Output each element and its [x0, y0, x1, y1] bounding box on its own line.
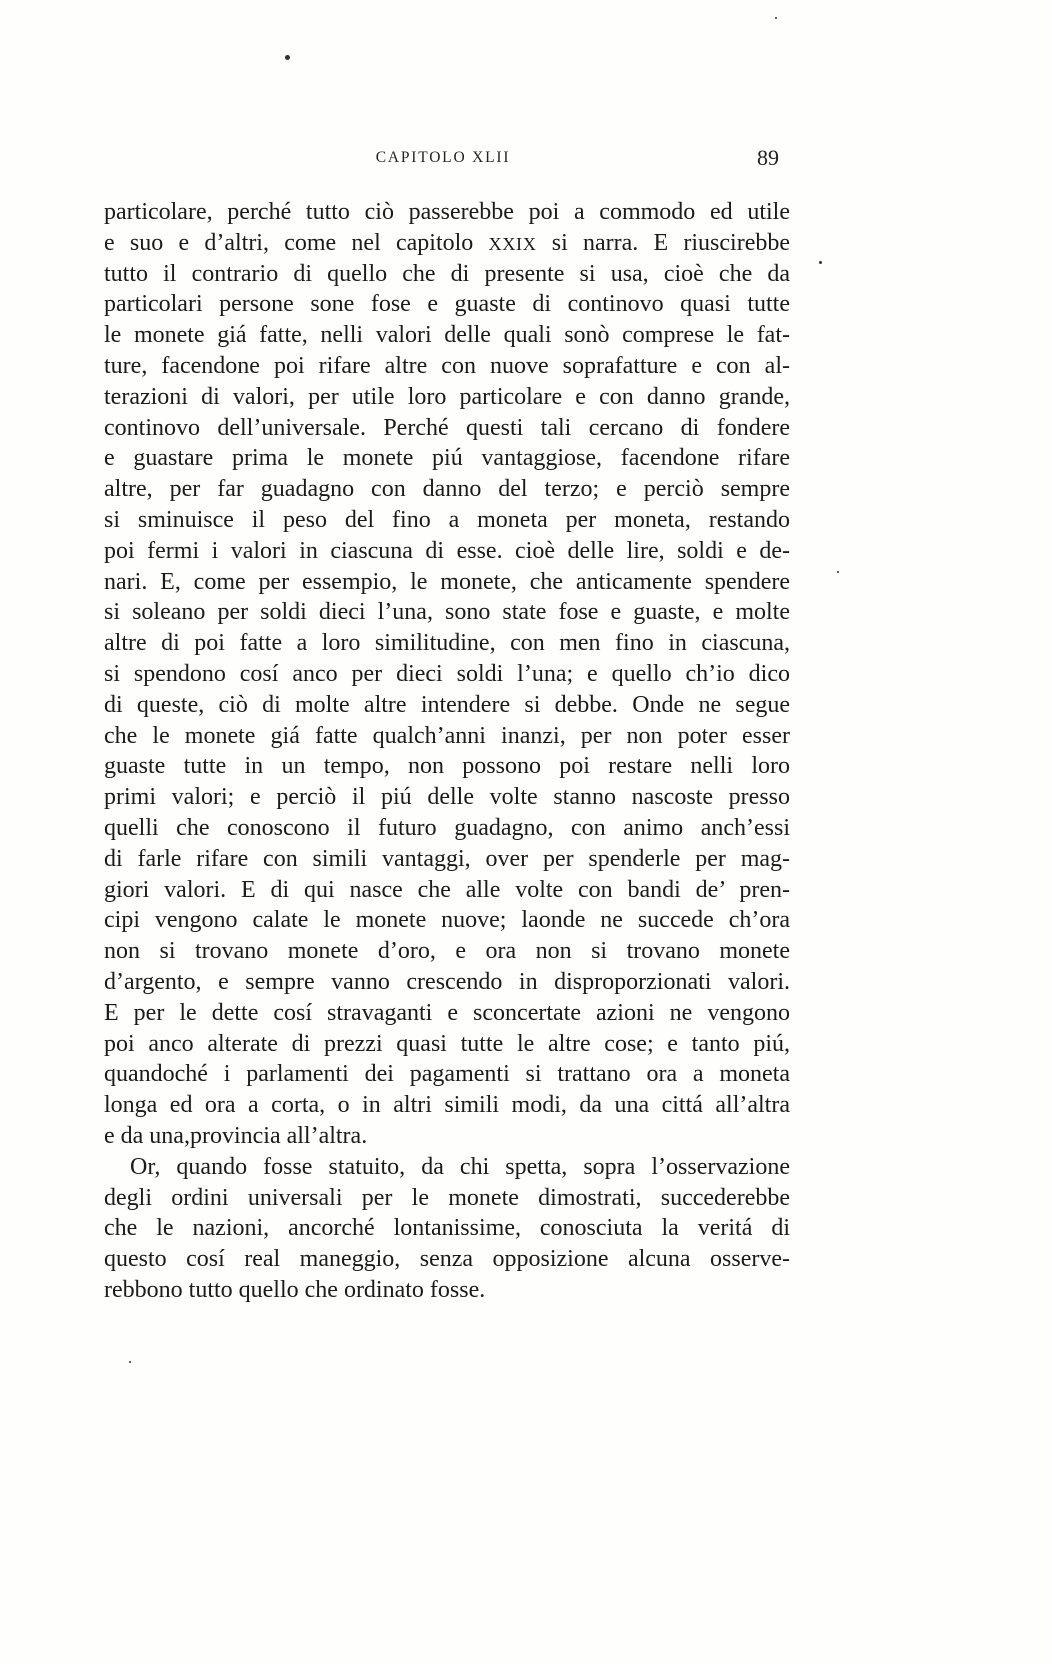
- text-line: quelli che conoscono il futuro guadagno, con animo anch’essi: [104, 814, 790, 841]
- text-line: particolare, perché tutto ciò passerebbe poi a commodo ed utile: [104, 199, 790, 225]
- text-line: primi valori; e perciò il piú delle volte stanno nascoste presso: [104, 784, 790, 811]
- scan-speck: [775, 17, 777, 19]
- text-line: cipi vengono calate le monete nuove; laonde ne succede ch’ora: [104, 907, 790, 934]
- text-line: ture, facendone poi rifare altre con nuove soprafatture e con al-: [104, 352, 790, 379]
- text-line: e da una,provincia all’altra.: [104, 1122, 368, 1149]
- text-line: d’argento, e sempre vanno crescendo in disproporzionati valori.: [104, 968, 790, 995]
- running-title: CAPITOLO XLII: [375, 149, 511, 166]
- text-line: Or, quando fosse statuito, da chi spetta, sopra l’osservazione: [130, 1153, 790, 1180]
- page-number: 89: [757, 145, 779, 170]
- text-segment: e suo e d’altri, come nel capitolo: [104, 229, 489, 256]
- text-line: altre di poi fatte a loro similitudine, con men fino in ciascuna,: [104, 630, 790, 657]
- text-line: nari. E, come per essempio, le monete, che anticamente spendere: [104, 568, 790, 595]
- scan-speck: [837, 571, 839, 573]
- text-line: poi fermi i valori in ciascuna di esse. cioè delle lire, soldi e de-: [104, 537, 790, 564]
- chapter-reference: XXIX: [488, 233, 537, 254]
- text-line: le monete giá fatte, nelli valori delle quali sonò comprese le fat-: [104, 322, 790, 349]
- paragraph: [104, 197, 790, 1152]
- text-line: di queste, ciò di molte altre intendere si debbe. Onde ne segue: [104, 691, 790, 718]
- text-line: particolari persone sone fose e guaste di continovo quasi tutte: [104, 291, 790, 318]
- text-line: si sminuisce il peso del fino a moneta per moneta, restando: [104, 506, 790, 533]
- scan-speck: [285, 55, 290, 60]
- text-line: si soleano per soldi dieci l’una, sono state fose e guaste, e molte: [104, 599, 790, 626]
- paragraph: [104, 1152, 790, 1306]
- text-line: che le nazioni, ancorché lontanissime, conosciuta la veritá di: [104, 1215, 790, 1242]
- text-line: quandoché i parlamenti dei pagamenti si trattano ora a moneta: [104, 1061, 790, 1088]
- text-line: giori valori. E di qui nasce che alle volte con bandi de’ pren-: [104, 876, 790, 903]
- text-line: [104, 228, 790, 259]
- scan-speck: [819, 261, 822, 264]
- text-line: guaste tutte in un tempo, non possono poi restare nelli loro: [104, 753, 790, 780]
- text-line: che le monete giá fatte qualch’anni inanzi, per non poter esser: [104, 722, 790, 749]
- text-line: questo cosí real maneggio, senza opposizione alcuna osserve-: [104, 1246, 790, 1273]
- text-line: e guastare prima le monete piú vantaggiose, facendone rifare: [104, 445, 790, 472]
- scan-speck: [129, 1361, 131, 1363]
- text-line: di farle rifare con simili vantaggi, over per spenderle per mag-: [104, 845, 790, 872]
- text-line: si spendono cosí anco per dieci soldi l’una; e quello ch’io dico: [104, 660, 790, 687]
- text-line: tutto il contrario di quello che di presente si usa, cioè che da: [104, 260, 790, 287]
- text-line: continovo dell’universale. Perché questi tali cercano di fondere: [104, 414, 790, 441]
- text-line: longa ed ora a corta, o in altri simili modi, da una cittá all’altra: [104, 1092, 790, 1119]
- body-text: [104, 197, 790, 1306]
- text-line: poi anco alterate di prezzi quasi tutte le altre cose; e tanto piú,: [104, 1030, 790, 1057]
- text-segment: si narra. E riuscirebbe: [536, 229, 791, 256]
- text-line: E per le dette cosí stravaganti e sconcertate azioni ne vengono: [104, 999, 790, 1026]
- text-line: terazioni di valori, per utile loro particolare e con danno grande,: [104, 383, 790, 410]
- text-line: degli ordini universali per le monete dimostrati, succederebbe: [104, 1184, 790, 1211]
- text-line: rebbono tutto quello che ordinato fosse.: [104, 1276, 486, 1303]
- text-line: altre, per far guadagno con danno del terzo; e perciò sempre: [104, 476, 790, 503]
- text-line: non si trovano monete d’oro, e ora non si trovano monete: [104, 938, 790, 965]
